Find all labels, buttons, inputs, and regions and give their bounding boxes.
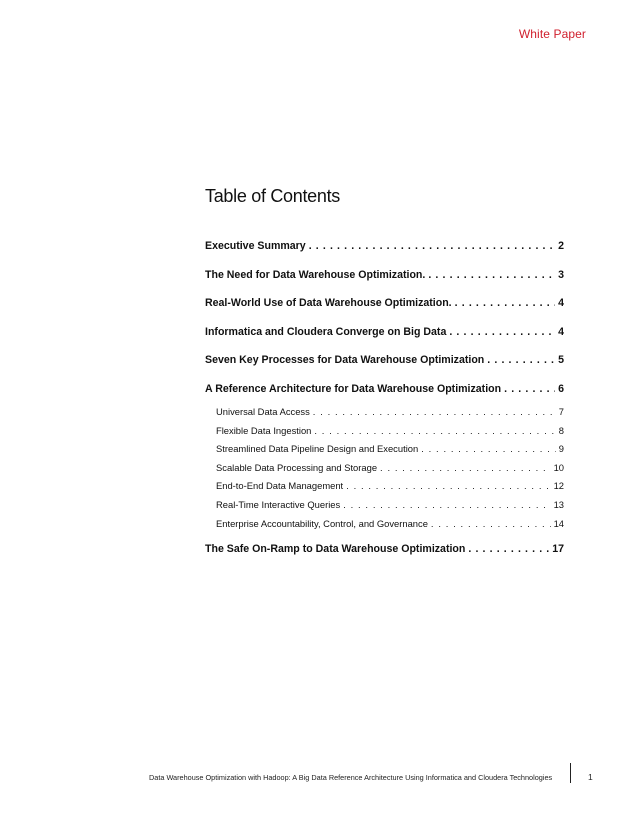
dot-leader: [428, 267, 555, 283]
toc-entry-informatica-cloudera[interactable]: [205, 324, 564, 353]
toc-subentry-title: Enterprise Accountability, Control, and Governance: [216, 517, 428, 529]
toc-entry-page: 2: [558, 240, 564, 252]
footer-divider: [570, 763, 571, 783]
toc-entry-title: A Reference Architecture for Data Warehouse Optimization: [205, 382, 502, 395]
toc-subentry-title: Streamlined Data Pipeline Design and Execution: [216, 443, 419, 455]
toc-entry-page: 6: [558, 382, 564, 395]
toc-entry-executive-summary[interactable]: [205, 238, 564, 267]
header-label: White Paper: [518, 27, 586, 41]
toc-entry-title: The Safe On-Ramp to Data Warehouse Optimization: [205, 543, 466, 556]
toc-entry-seven-key-processes[interactable]: [205, 352, 564, 381]
toc-subentry-title: Flexible Data Ingestion: [216, 424, 312, 436]
dot-leader: [487, 352, 555, 368]
toc-subentry-page: 13: [553, 498, 564, 510]
toc-entry-title: Informatica and Cloudera Converge on Big Data: [205, 325, 447, 338]
footer-page-number: 1: [588, 772, 593, 782]
toc-subentry-flexible-data-ingestion[interactable]: [216, 424, 564, 443]
toc-entry-safe-on-ramp[interactable]: [205, 541, 564, 570]
toc-subentry-enterprise-accountability[interactable]: [216, 517, 564, 536]
dot-leader: [431, 517, 551, 531]
dot-leader: [309, 238, 555, 254]
dot-leader: [314, 424, 555, 438]
toc-subentry-streamlined-pipeline[interactable]: [216, 442, 564, 461]
toc-entry-title: Executive Summary: [205, 240, 306, 252]
footer-text: Data Warehouse Optimization with Hadoop: A Big Data Reference Architecture Using Informatica and Cloudera Technologies: [149, 773, 553, 782]
toc-subentry-universal-data-access[interactable]: [216, 405, 564, 424]
toc-entry-title: The Need for Data Warehouse Optimization.: [205, 268, 426, 281]
dot-leader: [468, 541, 549, 557]
toc-subentry-scalable-processing[interactable]: [216, 461, 564, 480]
toc-subentry-title: Real-Time Interactive Queries: [216, 498, 341, 510]
toc-entry-page: 5: [558, 354, 564, 366]
toc-subentry-title: Universal Data Access: [216, 406, 310, 417]
toc-subentry-page: 8: [558, 424, 564, 436]
dot-leader: [449, 324, 555, 340]
toc-subentry-end-to-end-management[interactable]: [216, 479, 564, 498]
toc-subentry-title: End-to-End Data Management: [216, 480, 344, 492]
toc-entry-need-for-optimization[interactable]: [205, 267, 564, 296]
dot-leader: [346, 479, 550, 493]
toc-entry-page: 4: [558, 297, 564, 309]
toc-subentries: [205, 405, 564, 535]
dot-leader: [421, 442, 556, 456]
toc-subentry-real-time-queries[interactable]: [216, 498, 564, 517]
toc-entry-page: 17: [552, 543, 564, 556]
toc-subentry-page: 12: [553, 480, 564, 492]
toc-subentry-page: 10: [553, 461, 564, 473]
table-of-contents: [205, 238, 564, 570]
toc-title: Table of Contents: [205, 186, 340, 206]
toc-entry-title: Seven Key Processes for Data Warehouse Optimization: [205, 354, 485, 366]
dot-leader: [343, 498, 550, 512]
toc-subentry-page: 9: [558, 443, 564, 455]
toc-entry-page: 4: [558, 325, 564, 338]
toc-subentry-page: 14: [553, 517, 564, 529]
toc-subentry-title: Scalable Data Processing and Storage: [216, 461, 378, 473]
toc-entry-page: 3: [558, 268, 564, 281]
toc-entry-title: Real-World Use of Data Warehouse Optimization.: [205, 297, 452, 309]
dot-leader: [313, 405, 556, 419]
toc-entry-real-world-use[interactable]: [205, 295, 564, 324]
toc-subentry-page: 7: [558, 406, 564, 417]
dot-leader: [380, 461, 551, 475]
dot-leader: [504, 381, 555, 397]
dot-leader: [455, 295, 555, 311]
